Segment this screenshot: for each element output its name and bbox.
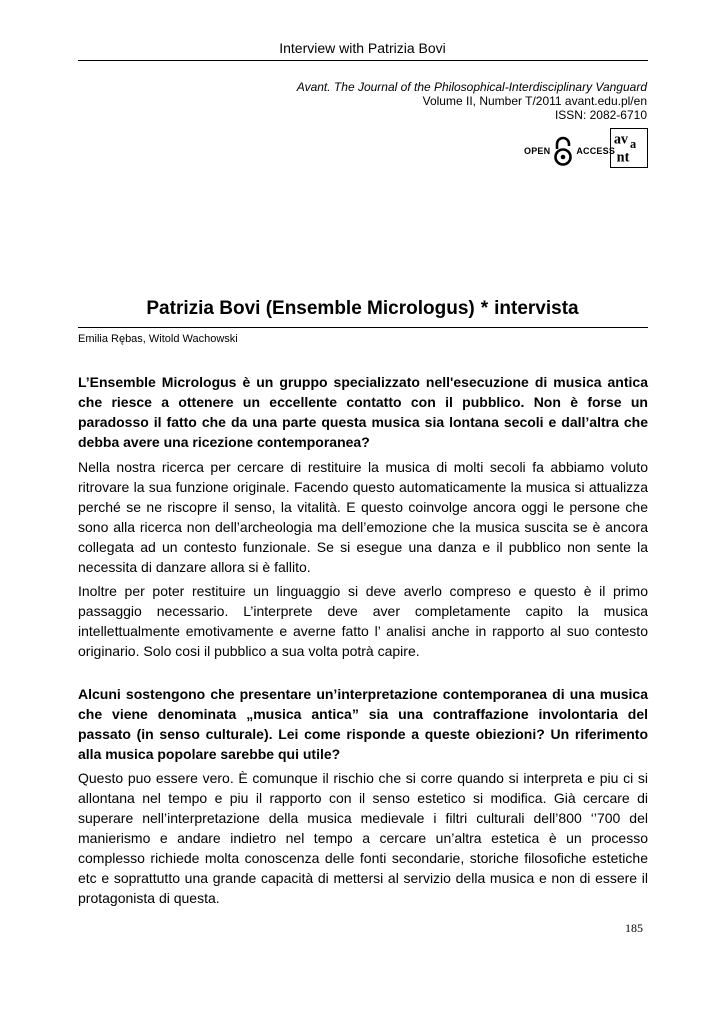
journal-info <box>297 80 647 122</box>
svg-text:nt: nt <box>616 149 630 166</box>
open-access-logo <box>524 135 615 167</box>
svg-text:av: av <box>613 131 629 148</box>
open-access-open-label: OPEN <box>524 146 551 156</box>
article-title <box>0 298 725 320</box>
open-access-access-label: ACCESS <box>576 146 616 156</box>
page-number: 185 <box>625 921 643 935</box>
journal-issn: ISSN: 2082-6710 <box>554 108 647 122</box>
authors-line: Emilia Rębas, Witold Wachowski <box>78 333 238 345</box>
running-header: Interview with Patrizia Bovi <box>279 40 446 56</box>
answer-1-paragraph-2: Inoltre per poter restituire un linguaggio si deve averlo compreso e questo è il primo passaggio necessario. L’interprete deve aver completamente capito la musica intellettualmente emotivamente e averne fatto l’ analisi anche in rapporto al suo contesto originario. Solo cosi il pubblico a sua volta potrà capire. <box>78 583 648 659</box>
title-divider <box>78 327 648 328</box>
footnote-star: * <box>480 298 489 319</box>
journal-volume: Volume II, Number T/2011 avant.edu.pl/en <box>422 94 647 108</box>
question-1: L’Ensemble Micrologus è un gruppo specializzato nell'esecuzione di musica antica che riesce a ottenere un eccellente contatto con il pubblico. Non è forse un paradosso il fatto che da una parte questa musica sia lontana secoli e dall’altra che debba avere una ricezione contemporanea? <box>78 374 648 450</box>
answer-2-paragraph-1: Questo puo essere vero. È comunque il rischio che si corre quando si interpreta e piu ci si allontana nel tempo e piu il rapporto con il senso estetico si modifica. Già cercare di superare nell’interpretazione della musica medievale i filtri culturali dell’800 ‘’700 del manierismo e andare indietro nel tempo a cercare un’altra estetica è un processo complesso richiede molta conoscenza delle fonti secondarie, storiche filosofiche estetiche etc e soprattutto una grande capacità di mettersi al servizio della musica e non di essere il protagonista di questa. <box>78 770 648 906</box>
header-divider <box>78 60 648 61</box>
answer-1-paragraph-1: Nella nostra ricerca per cercare di restituire la musica di molti secoli fa abbiamo voluto ritrovare la sua funzione originale. Facendo questo automaticamente la musica si attualizza perché se ne riscopre il senso, la vitalità. E questo coinvolge ancora oggi le persone che sono alla ricerca non dell’archeologia ma dell’emozione che la musica suscita se è ancora collegata ad un contesto funzionale. Se si esegue una danza e il pubblico non sente la necessita di danzare allora si è fallito. <box>78 459 648 575</box>
svg-text:a: a <box>629 137 637 151</box>
question-2: Alcuni sostengono che presentare un’interpretazione contemporanea di una musica che viene denominata „musica antica” sia una contraffazione involontaria del passato (in senso culturale). Lei come risponde a queste obiezioni? Un riferimento alla musica popolare sarebbe qui utile? <box>78 686 648 762</box>
article-title-suffix: intervista <box>494 298 579 319</box>
journal-title: Avant. The Journal of the Philosophical-Interdisciplinary Vanguard <box>296 80 647 94</box>
open-lock-icon <box>552 136 574 166</box>
article-title-main: Patrizia Bovi (Ensemble Micrologus) <box>146 298 475 319</box>
avant-logo <box>610 128 648 168</box>
